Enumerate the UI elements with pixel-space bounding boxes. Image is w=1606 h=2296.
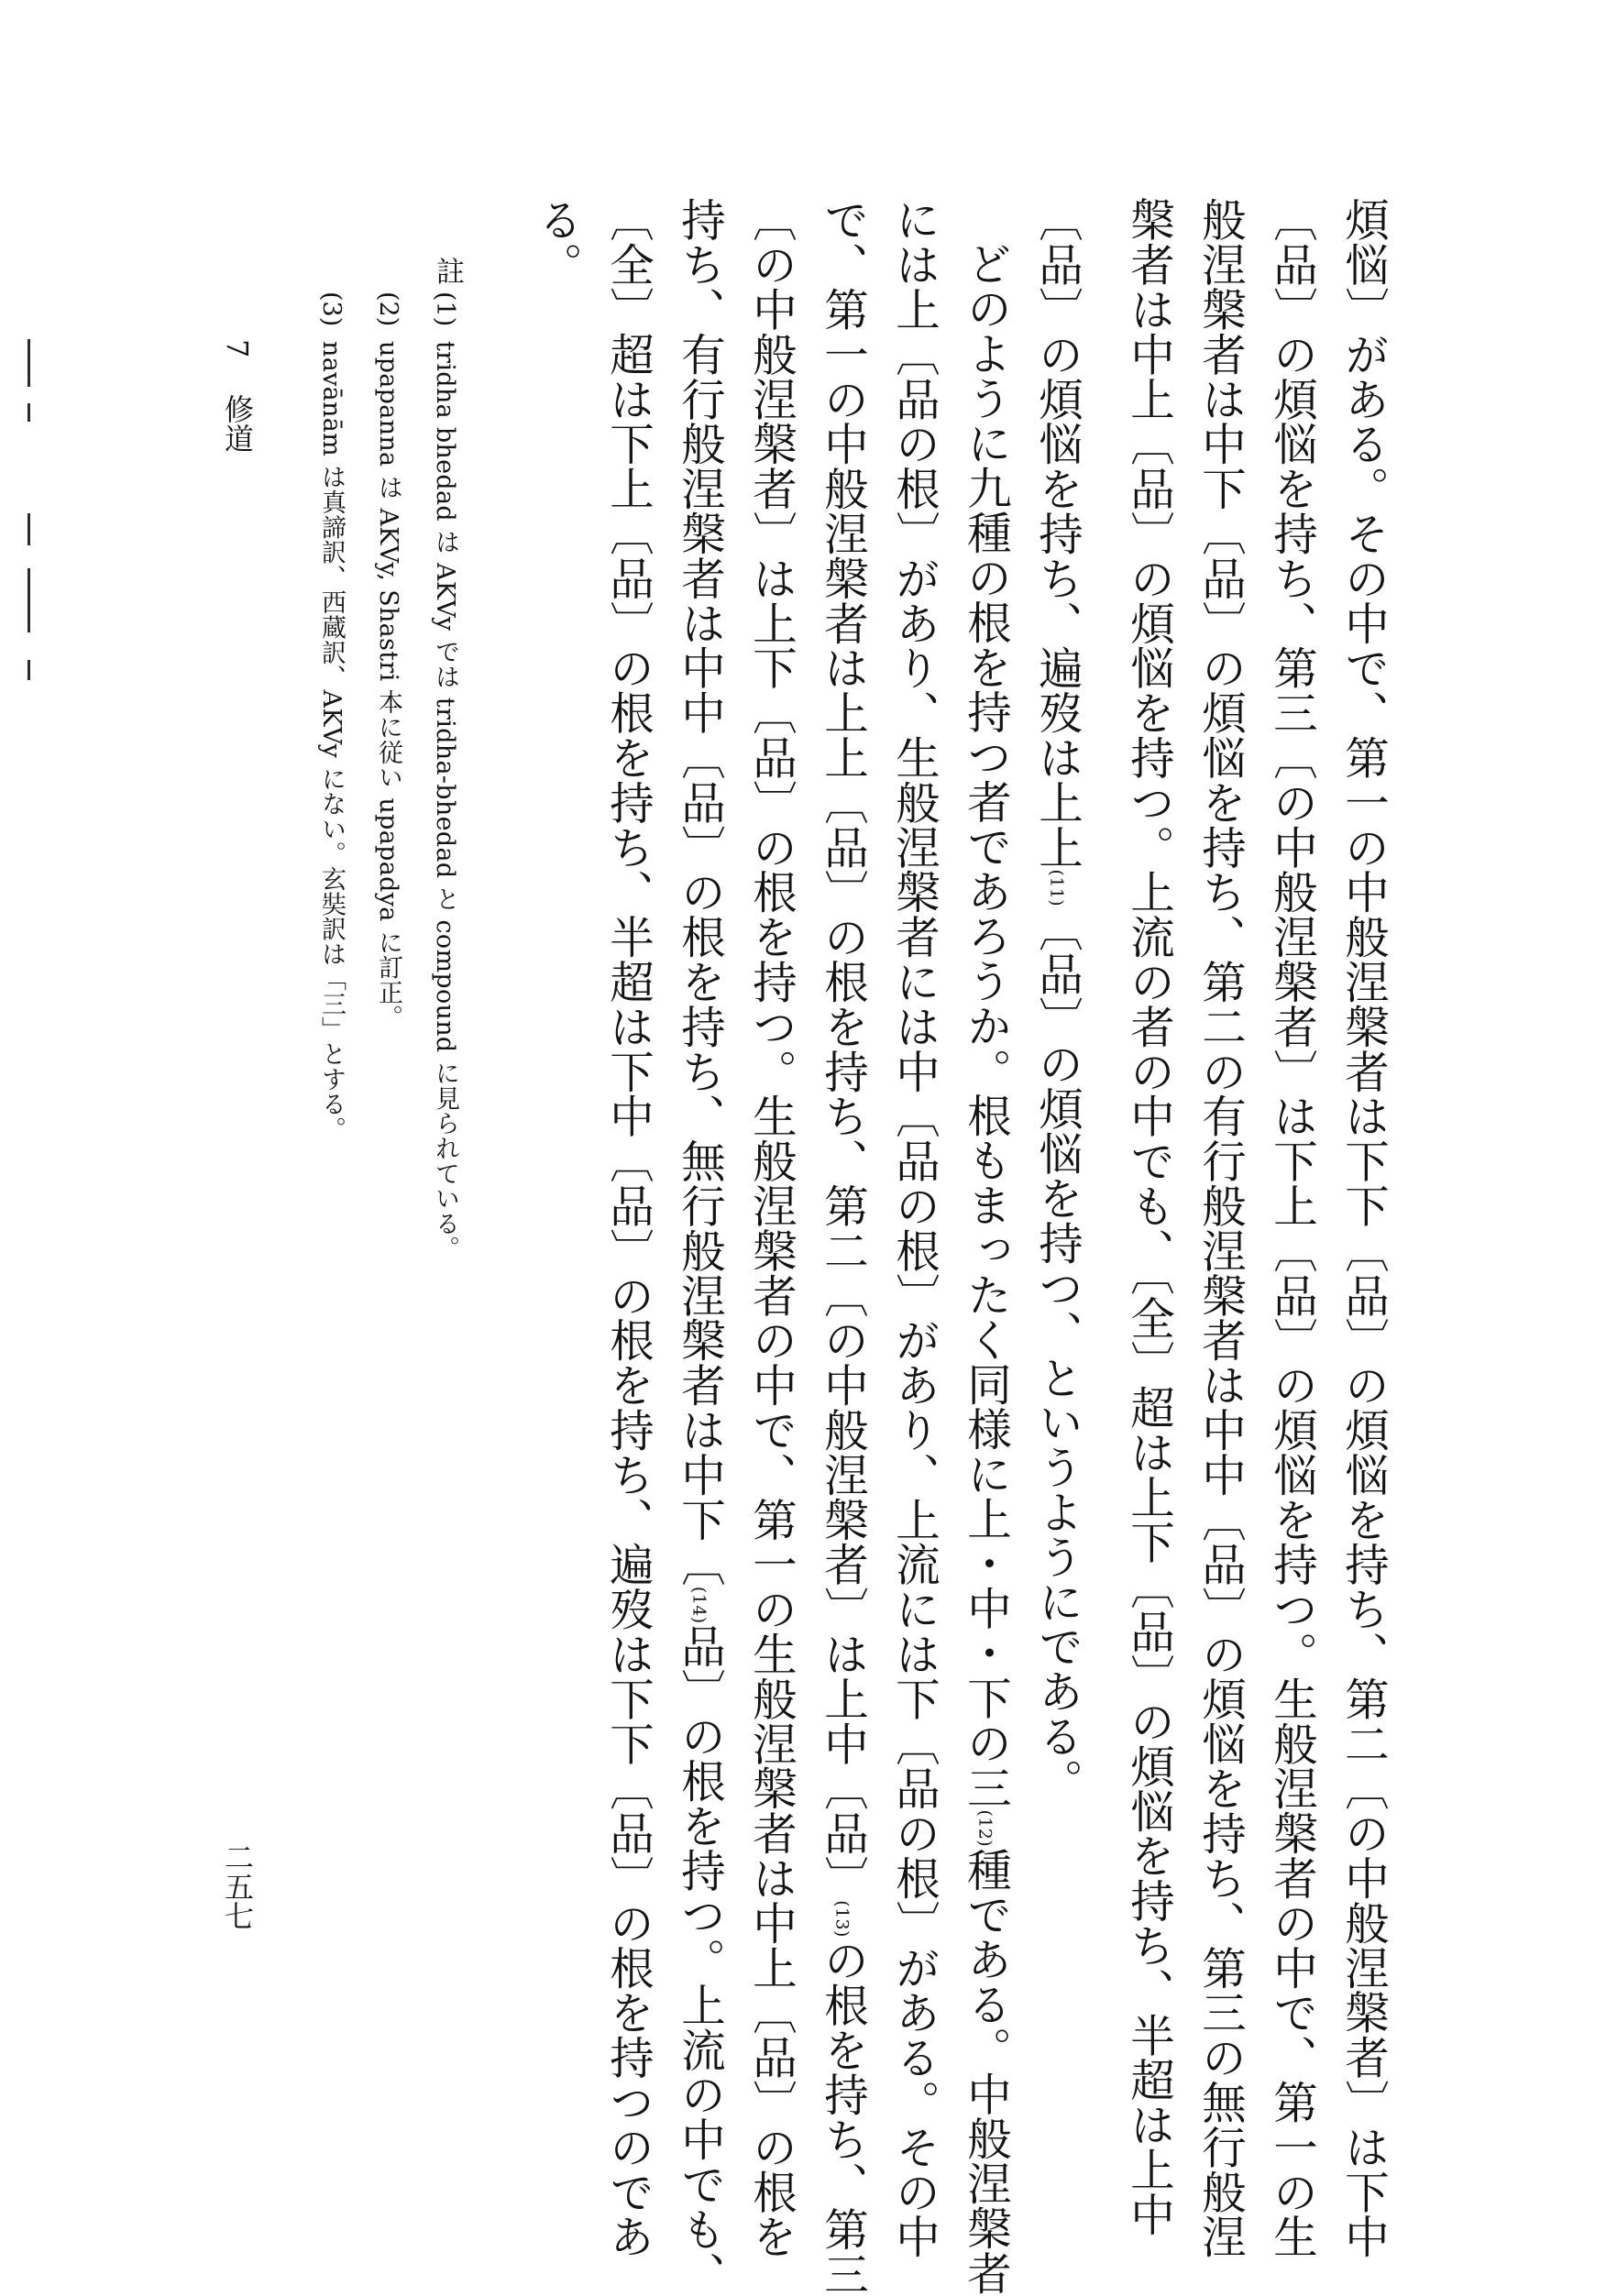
body-line-5 [1030,197,1083,1804]
note-3-text: navānām は真諦訳、西蔵訳、AKVy にない。玄奘訳は「三」とする。 [317,341,346,1142]
body-line-12: る。 [530,197,582,287]
note-ref-13: (13) [831,1900,852,1938]
body-line-10 [673,197,725,2296]
chapter-number: 7 [220,339,255,358]
note-1-text: tridha bhedad は AKVy では tridha-bhedad と compound に見られている。 [431,341,459,1261]
margin-mark [28,660,30,680]
body-line-6-part-a: どのように九種の根を持つ者であろうか。根もまったく同様に上・中・下の三 [959,241,1011,1810]
note-2-text: upapanna は AKVy, Shastri 本に従い upapadya に訂正。 [374,341,402,1030]
body-line-6 [959,241,1011,2296]
body-line-2: 〔品〕の煩悩を持ち、第三〔の中般涅槃者〕は下上〔品〕の煩悩を持つ。生般涅槃者の中で、第一の生 [1265,197,1317,2259]
margin-mark [28,513,30,545]
body-line-8 [816,197,868,2296]
margin-mark [28,568,30,632]
body-line-8-part-a: で、第一の中般涅槃者は上上〔品〕の根を持ち、第二〔の中般涅槃者〕は上中〔品〕 [816,197,868,1901]
body-line-6-part-b: 種である。中般涅槃者 [959,1847,1011,2296]
note-ref-11: (11) [1046,869,1067,907]
note-2-number: (2) [374,291,402,327]
body-line-11: 〔全〕超は下上〔品〕の根を持ち、半超は下中〔品〕の根を持ち、遍歿は下下〔品〕の根を持つのであ [601,197,654,2259]
notes-heading: 註 [431,257,464,285]
chapter-title: 修道 [220,394,255,453]
body-line-9: 〔の中般涅槃者〕は上下〔品〕の根を持つ。生般涅槃者の中で、第一の生般涅槃者は中上〔品〕の根を [744,197,797,2259]
margin-mark [28,339,30,387]
note-ref-14: (14) [688,1586,710,1624]
body-line-7: には上〔品の根〕があり、生般涅槃者には中〔品の根〕があり、上流には下〔品の根〕がある。その中 [887,197,940,2259]
body-line-5-part-b: 〔品〕の煩悩を持つ、というようにである。 [1030,906,1083,1804]
note-ref-12: (12) [974,1809,996,1848]
body-line-1: 煩悩〕がある。その中で、第一の中般涅槃者は下下〔品〕の煩悩を持ち、第二〔の中般涅槃者〕は下中 [1336,197,1389,2259]
body-line-10-part-a: 持ち、有行般涅槃者は中中〔品〕の根を持ち、無行般涅槃者は中下〔 [673,197,725,1587]
body-line-4: 槃者は中上〔品〕の煩悩を持つ。上流の者の中でも、〔全〕超は上下〔品〕の煩悩を持ち、半超は上中 [1122,197,1174,2237]
note-3-number: (3) [317,291,346,327]
body-line-8-part-b: の根を持ち、第三 [816,1937,868,2296]
note-1-number: (1) [431,291,459,327]
body-line-10-part-b: 品〕の根を持つ。上流の中でも、 [673,1623,725,2296]
body-line-5-part-a: 〔品〕の煩悩を持ち、遍歿は上上 [1030,197,1083,870]
body-line-3: 般涅槃者は中下〔品〕の煩悩を持ち、第二の有行般涅槃者は中中〔品〕の煩悩を持ち、第三の無行般涅 [1194,197,1246,2259]
page-number: 二五七 [220,1842,255,1930]
margin-mark [28,403,30,422]
